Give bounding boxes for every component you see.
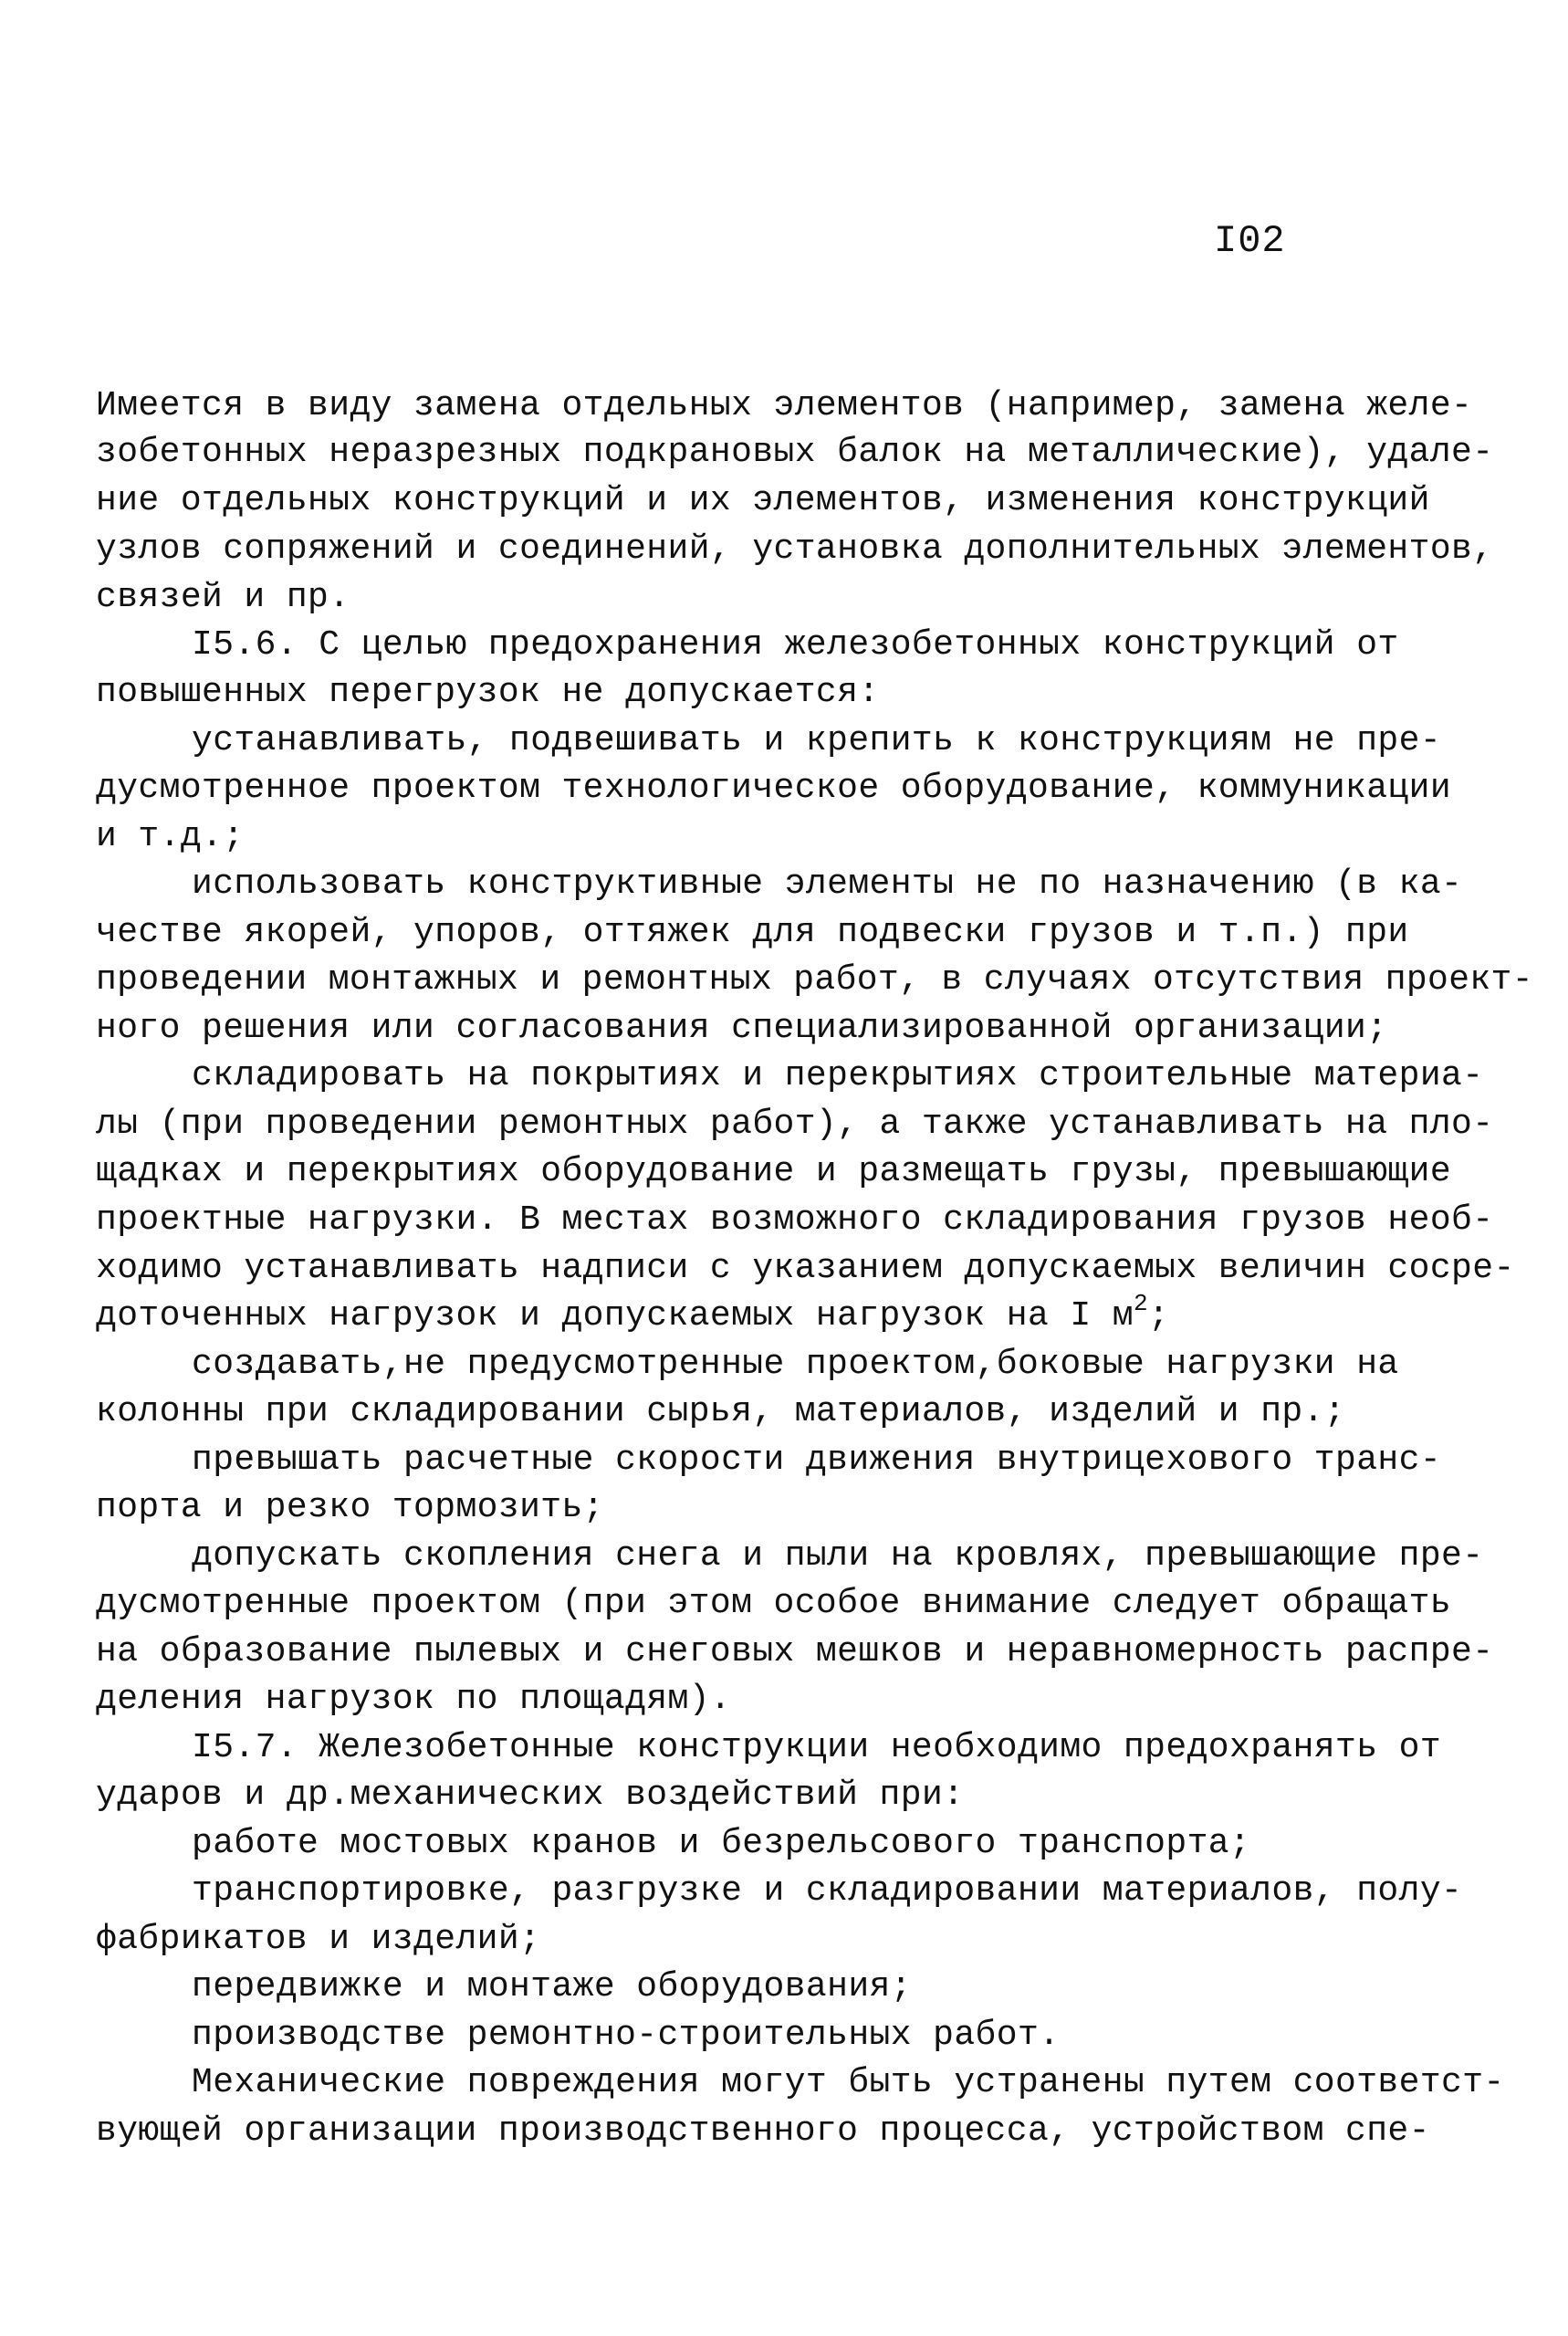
text-line: узлов сопряжений и соединений, установка дополнительных элементов, [96, 529, 1494, 569]
text-line: и т.д.; [96, 817, 245, 856]
text-line: устанавливать, подвешивать и крепить к конструкциям не пре- [192, 721, 1442, 760]
text-line: превышать расчетные скорости движения внутрицехового транс- [192, 1440, 1442, 1480]
text-line: I5.7. Железобетонные конструкции необходимо предохранять от [192, 1728, 1442, 1767]
text-line: дусмотренные проектом (при этом особое внимание следует обращать [96, 1584, 1452, 1623]
text-line: порта и резко тормозить; [96, 1488, 604, 1527]
text-line: использовать конструктивные элементы не по назначению (в ка- [192, 864, 1463, 904]
text-line: передвижке и монтаже оборудования; [192, 1967, 912, 2006]
line-end-punctuation: ; [1148, 1296, 1170, 1336]
text-line-with-superscript [96, 1290, 1170, 1336]
text-line: дусмотренное проектом технологическое оборудование, коммуникации [96, 769, 1452, 808]
text-line: Механические повреждения могут быть устранены путем соответст- [192, 2063, 1505, 2102]
text-line: работе мостовых кранов и безрельсового транспорта; [192, 1824, 1251, 1863]
text-line: зобетонных неразрезных подкрановых балок на металлические), удале- [96, 433, 1494, 472]
text-line: ние отдельных конструкций и их элементов, изменения конструкций [96, 481, 1430, 520]
text-line: на образование пылевых и снеговых мешков и неравномерность распре- [96, 1632, 1494, 1671]
text-line: фабрикатов и изделий; [96, 1920, 541, 1959]
text-line: доточенных нагрузок и допускаемых нагрузок на I м [96, 1296, 1134, 1336]
text-line: ного решения или согласования специализированной организации; [96, 1009, 1388, 1048]
text-line: создавать,не предусмотренные проектом,боковые нагрузки на [192, 1345, 1399, 1384]
text-line: ударов и др.механических воздействий при: [96, 1776, 965, 1815]
text-line: щадках и перекрытиях оборудование и размещать грузы, превышающие [96, 1152, 1452, 1191]
text-line: допускать скопления снега и пыли на кровлях, превышающие пре- [192, 1536, 1484, 1576]
text-line: I5.6. С целью предохранения железобетонных конструкций от [192, 625, 1399, 665]
text-line: повышенных перегрузок не допускается: [96, 673, 880, 712]
text-line: лы (при проведении ремонтных работ), а также устанавливать на пло- [96, 1105, 1494, 1144]
text-line: транспортировке, разгрузке и складировании материалов, полу- [192, 1871, 1463, 1911]
text-line: Имеется в виду замена отдельных элементов (например, замена желе- [96, 386, 1473, 425]
text-line: производстве ремонтно-строительных работ. [192, 2016, 1061, 2055]
text-line: проведении монтажных и ремонтных работ, в случаях отсутствия проект- [96, 960, 1533, 1000]
text-line: честве якорей, упоров, оттяжек для подвески грузов и т.п.) при [96, 913, 1409, 952]
text-line: вующей организации производственного процесса, устройством спе- [96, 2111, 1430, 2151]
text-line: ходимо устанавливать надписи с указанием допускаемых величин сосре- [96, 1249, 1515, 1288]
text-line: связей и пр. [96, 578, 350, 617]
text-line: колонны при складировании сырья, материалов, изделий и пр.; [96, 1392, 1346, 1431]
text-line: складировать на покрытиях и перекрытиях строительные материа- [192, 1056, 1484, 1095]
text-line: деления нагрузок по площадям). [96, 1680, 732, 1719]
page-number: I02 [1214, 219, 1286, 263]
text-line: проектные нагрузки. В местах возможного складирования грузов необ- [96, 1200, 1494, 1240]
superscript: 2 [1133, 1290, 1148, 1317]
